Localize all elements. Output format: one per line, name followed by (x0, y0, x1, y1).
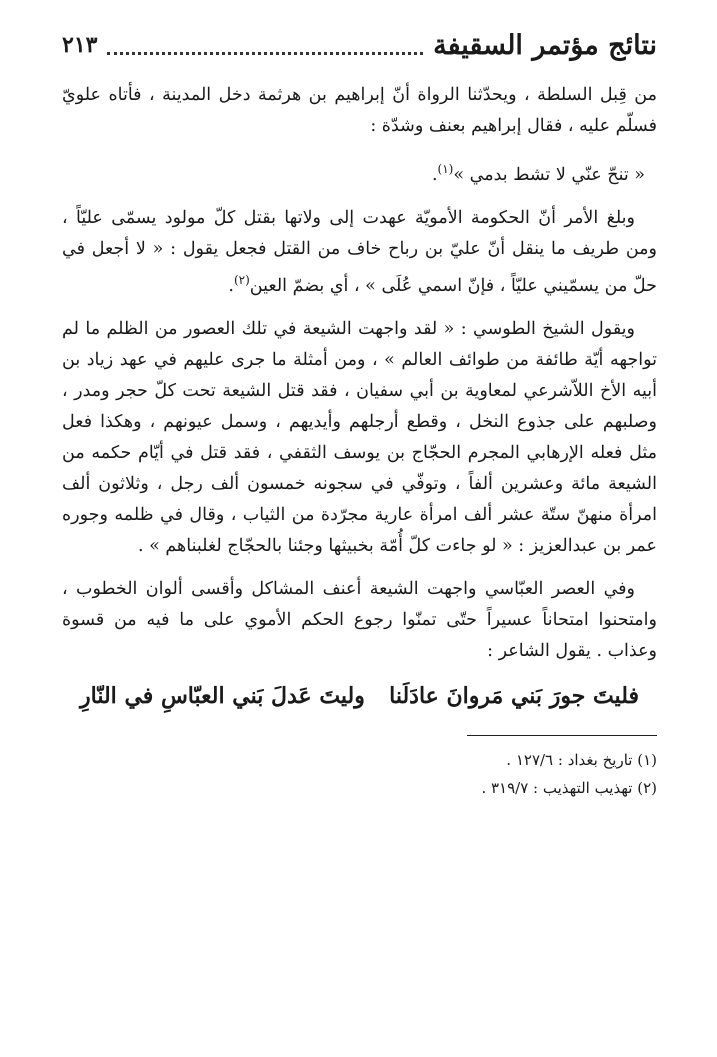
running-title: نتائج مؤتمر السقيفة (433, 29, 657, 61)
paragraph-2: وبلغ الأمر أنّ الحكومة الأمويّة عهدت إلى ولاتها بقتل كلّ مولود يسمّى عليّاً ، ومن طريف ما ينقل أنّ عليّ بن رباح خاف من القتل فجعل يقول : « لا أجعل في حلّ من يسمّيني عليّاً ، فإنّ اسمي عُلَى » ، أي بضمّ العين$^{(٢)}$. (62, 207, 657, 296)
paragraph-1: من قِبل السلطة ، ويحدّثنا الرواة أنّ إبراهيم بن هرثمة دخل المدينة ، فأتاه علويّ فسلّم عليه ، فقال إبراهيم بعنف وشدّة : (62, 85, 657, 136)
poem-first-hemistich: فليتَ جورَ بَني مَروانَ عادَلَنا (389, 682, 639, 709)
footnote-ref-2: (٢) (233, 272, 250, 287)
paragraph-4: وفي العصر العبّاسي واجهت الشيعة أعنف المشاكل وأقسى ألوان الخطوب ، وامتحنوا امتحاناً عسيراً حتّى تمنّوا رجوع الحكم الأموي على ما فيه من قسوة وعذاب . يقول الشاعر : (62, 578, 657, 661)
page-header (62, 20, 657, 70)
header-dot-leader (107, 52, 423, 55)
footnote-separator (467, 735, 657, 736)
poem-second-hemistich: وليتَ عَدلَ بَني العبّاسِ في النّارِ (80, 682, 365, 709)
page-number: ٢١٣ (62, 32, 98, 58)
paragraph-2-text: وبلغ الأمر أنّ الحكومة الأمويّة عهدت إلى ولاتها بقتل كلّ مولود يسمّى عليّاً ، ومن طريف ما ينقل أنّ عليّ بن رباح خاف من القتل فجعل يقول : « لا أجعل في حلّ من يسمّيني عليّاً ، فإنّ اسمي عُلَى » ، أي بضمّ العين (62, 207, 657, 296)
paragraph-3: ويقول الشيخ الطوسي : « لقد واجهت الشيعة في تلك العصور من الظلم ما لم تواجهه أيّة طائفة من طوائف العالم » ، ومن أمثلة ما جرى عليهم في عهد زياد بن أبيه الأخ اللاّشرعي لمعاوية بن أبي سفيان ، فقد قتل الشيعة تحت كلّ حجر ومدر ، وصلبهم على جذوع النخل ، وقطع أرجلهم وأيديهم ، وسمل عيونهم ، وهكذا فعل مثل فعله الإرهابي المجرم الحجّاج بن يوسف الثقفي ، فقد قتل في أيّام حكمه من الشيعة مائة وعشرين ألفاً ، وتوفّي في سجونه خمسون ألف رجل ، وثلاثون ألف امرأة منهنّ ستّة عشر ألف امرأة عارية مجرّدة من الثياب ، وقال في ظلمه وجوره عمر بن عبدالعزيز : « لو جاءت كلّ أُمّة بخبيثها وجئنا بالحجّاج لغلبناهم » . (62, 318, 657, 556)
book-page (62, 20, 657, 1040)
footnote-1: (١) تاريخ بغداد : ١٢٧/٦ . (506, 750, 657, 769)
footnote-ref-1: (١) (437, 162, 454, 176)
quote-text: « تنحّ عنّي لا تشط بدمي » (453, 164, 645, 185)
poem-verse (80, 683, 639, 709)
paragraph-quote: « تنحّ عنّي لا تشط بدمي »$^{(١)}$. (431, 162, 645, 185)
footnote-2: (٢) تهذيب التهذيب : ٣١٩/٧ . (481, 778, 657, 797)
